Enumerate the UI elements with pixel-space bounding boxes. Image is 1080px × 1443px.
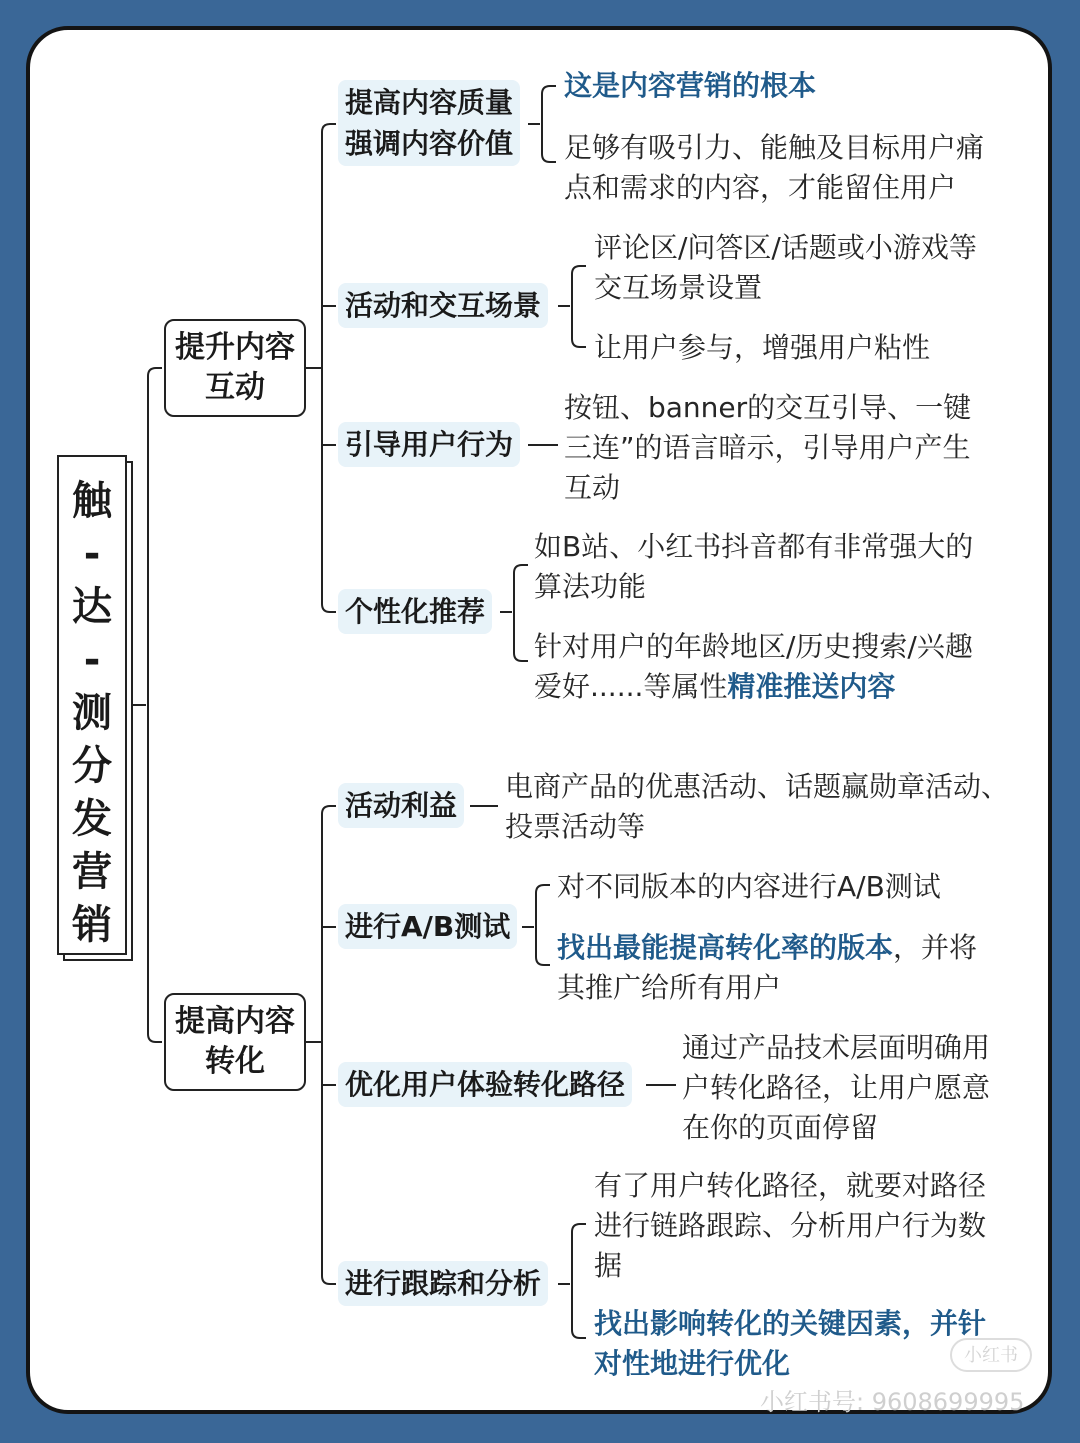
detail-line — [594, 1304, 986, 1344]
detail-line — [564, 428, 971, 468]
detail-line — [557, 867, 941, 907]
detail-text: 其推广给所有用户 — [557, 971, 782, 1004]
detail-line — [564, 128, 984, 168]
detail-line — [564, 66, 816, 106]
topic-2-2: 进行A/B测试 — [338, 904, 517, 949]
detail-line — [534, 567, 973, 607]
detail-text: 三连”的语言暗示，引导用户产生 — [564, 431, 971, 464]
detail-text: 据 — [594, 1249, 623, 1282]
detail-line — [594, 1344, 986, 1384]
detail-text: 对不同版本的内容进行A/B测试 — [557, 870, 941, 903]
detail-2-1-1 — [505, 767, 1009, 847]
detail-1-3-1 — [564, 388, 971, 508]
detail-line — [594, 268, 977, 308]
highlight-text: 找出最能提高转化率的版本 — [557, 931, 894, 964]
highlight-text: 找出影响转化的关键因素，并针 — [594, 1307, 987, 1340]
detail-text: 投票活动等 — [505, 810, 646, 843]
detail-text: 有了用户转化路径，就要对路径 — [594, 1169, 987, 1202]
detail-line — [594, 1166, 986, 1206]
detail-2-3-1 — [682, 1028, 990, 1148]
detail-2-2-1 — [557, 867, 941, 907]
root-label: 触 - 达 - 测 分 发 营 销 — [72, 478, 112, 948]
branch-1-node: 提升内容 互动 — [164, 319, 306, 417]
detail-line — [594, 328, 930, 368]
highlight-text: 对性地进行优化 — [594, 1347, 791, 1380]
detail-text: 评论区/问答区/话题或小游戏等 — [594, 231, 977, 264]
detail-text: 算法功能 — [534, 570, 647, 603]
topic-2-3: 优化用户体验转化路径 — [338, 1062, 632, 1107]
detail-text: 让用户参与，增强用户粘性 — [594, 331, 931, 364]
detail-line — [505, 767, 1009, 807]
topic-2-1: 活动利益 — [338, 783, 464, 828]
detail-line — [557, 928, 977, 968]
detail-text: ，并将 — [893, 931, 978, 964]
detail-text: 户转化路径，让用户愿意 — [682, 1071, 991, 1104]
detail-line — [564, 468, 971, 508]
detail-2-4-1 — [594, 1166, 986, 1286]
detail-text: 点和需求的内容，才能留住用户 — [564, 171, 957, 204]
detail-line — [594, 1246, 986, 1286]
detail-1-4-1 — [534, 527, 973, 607]
detail-line — [534, 627, 973, 667]
detail-text: 在你的页面停留 — [682, 1111, 879, 1144]
detail-text: 足够有吸引力、能触及目标用户痛 — [564, 131, 985, 164]
detail-line — [534, 527, 973, 567]
detail-line — [564, 388, 971, 428]
topic-2-4: 进行跟踪和分析 — [338, 1261, 548, 1306]
detail-text: 互动 — [564, 471, 621, 504]
detail-1-4-2 — [534, 627, 973, 707]
detail-line — [594, 228, 977, 268]
branch-2-node: 提高内容 转化 — [164, 993, 306, 1091]
detail-1-2-1 — [594, 228, 977, 308]
detail-line — [534, 667, 973, 707]
root-node — [57, 455, 127, 955]
detail-2-4-2 — [594, 1304, 986, 1384]
xiaohongshu-logo: 小红书 — [950, 1338, 1032, 1372]
topic-1-4: 个性化推荐 — [338, 589, 492, 634]
topic-1-3: 引导用户行为 — [338, 422, 520, 467]
account-watermark: 小红书号: 9608699995 — [760, 1388, 1025, 1416]
detail-text: 爱好......等属性 — [534, 670, 728, 703]
detail-2-2-2 — [557, 928, 977, 1008]
detail-text: 电商产品的优惠活动、话题赢勋章活动、 — [505, 770, 1010, 803]
detail-line — [564, 168, 984, 208]
topic-1-2: 活动和交互场景 — [338, 283, 548, 328]
detail-1-2-2 — [594, 328, 930, 368]
highlight-text: 这是内容营销的根本 — [564, 69, 817, 102]
detail-1-1-1 — [564, 66, 816, 106]
detail-1-1-2 — [564, 128, 984, 208]
topic-1-1: 提高内容质量 强调内容价值 — [338, 80, 520, 166]
highlight-text: 精准推送内容 — [727, 670, 896, 703]
detail-line — [505, 807, 1009, 847]
detail-text: 通过产品技术层面明确用 — [682, 1031, 991, 1064]
detail-line — [682, 1028, 990, 1068]
detail-text: 进行链路跟踪、分析用户行为数 — [594, 1209, 987, 1242]
detail-line — [682, 1108, 990, 1148]
detail-text: 交互场景设置 — [594, 271, 763, 304]
detail-line — [682, 1068, 990, 1108]
detail-line — [594, 1206, 986, 1246]
detail-line — [557, 968, 977, 1008]
detail-text: 如B站、小红书抖音都有非常强大的 — [534, 530, 974, 563]
detail-text: 针对用户的年龄地区/历史搜索/兴趣 — [534, 630, 973, 663]
detail-text: 按钮、banner的交互引导、一键 — [564, 391, 972, 424]
